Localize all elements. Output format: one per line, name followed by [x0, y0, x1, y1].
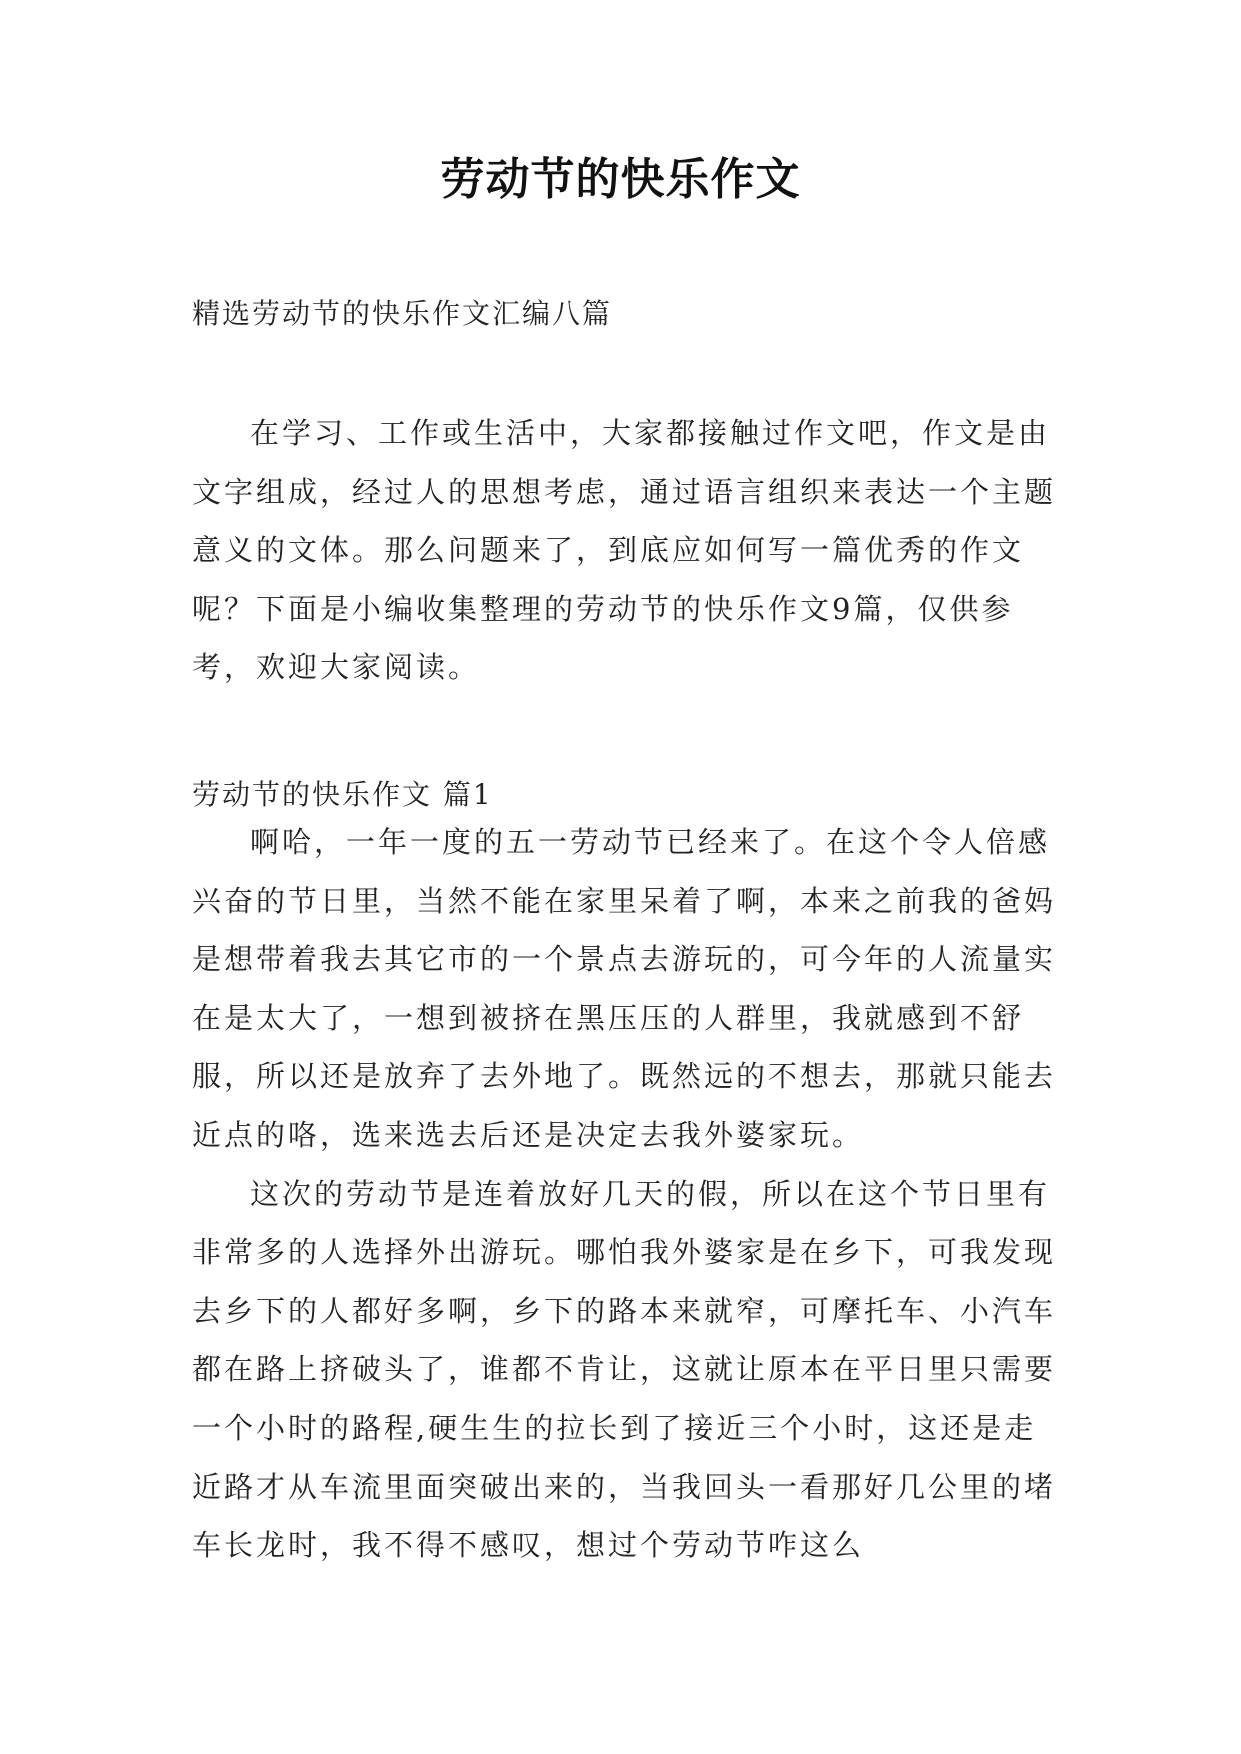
essay-body: [192, 813, 1060, 1575]
intro-paragraph: 在学习、工作或生活中，大家都接触过作文吧，作文是由文字组成，经过人的思想考虑，通过语言组织来表达一个主题意义的文体。那么问题来了，到底应如何写一篇优秀的作文呢？下面是小编收集整理的劳动节的快乐作文9篇，仅供参考，欢迎大家阅读。: [192, 416, 1057, 685]
document-subtitle: 精选劳动节的快乐作文汇编八篇: [192, 297, 613, 330]
section-heading: 劳动节的快乐作文 篇1: [192, 778, 493, 811]
intro-section: [192, 404, 1060, 697]
document-title: 劳动节的快乐作文: [440, 154, 801, 205]
essay-paragraph-1: 啊哈，一年一度的五一劳动节已经来了。在这个令人倍感兴奋的节日里，当然不能在家里呆着了啊，本来之前我的爸妈是想带着我去其它市的一个景点去游玩的，可今年的人流量实在是太大了，一想到被挤在黑压压的人群里，我就感到不舒服，所以还是放弃了去外地了。既然远的不想去，那就只能去近点的咯，选来选去后还是决定去我外婆家玩。: [192, 825, 1057, 1152]
essay-paragraph-2: 这次的劳动节是连着放好几天的假，所以在这个节日里有非常多的人选择外出游玩。哪怕我外婆家是在乡下，可我发现去乡下的人都好多啊，乡下的路本来就窄，可摩托车、小汽车都在路上挤破头了，谁都不肯让，这就让原本在平日里只需要一个小时的路程,硬生生的拉长到了接近三个小时，这还是走近路才从车流里面突破出来的，当我回头一看那好几公里的堵车长龙时，我不得不感叹，想过个劳动节咋这么: [192, 1176, 1057, 1563]
